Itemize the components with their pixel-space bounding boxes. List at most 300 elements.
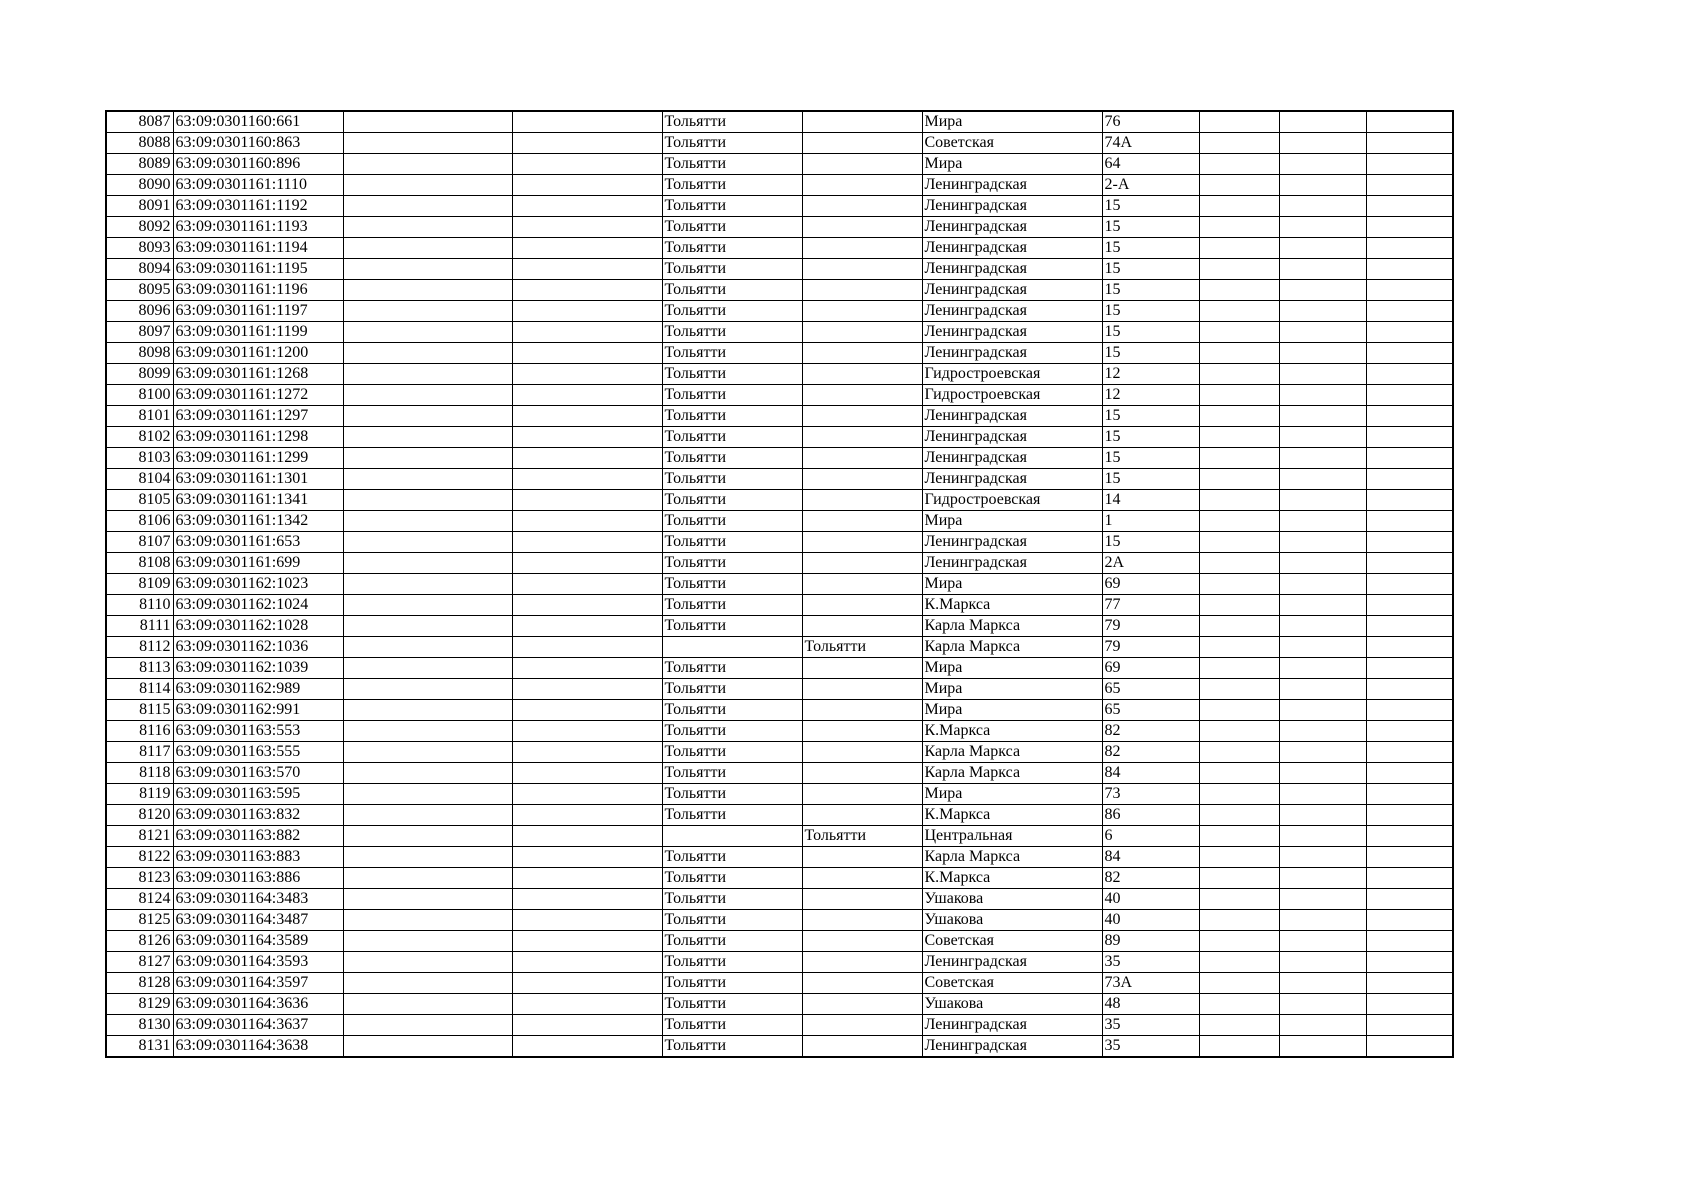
empty-cell bbox=[1366, 616, 1453, 637]
empty-cell bbox=[1279, 637, 1366, 658]
empty-cell bbox=[512, 553, 662, 574]
empty-cell bbox=[512, 532, 662, 553]
empty-cell bbox=[512, 301, 662, 322]
empty-cell bbox=[512, 469, 662, 490]
empty-cell bbox=[343, 406, 512, 427]
empty-cell bbox=[512, 637, 662, 658]
empty-cell bbox=[1279, 679, 1366, 700]
table-row bbox=[106, 532, 1453, 553]
city-cell: Тольятти bbox=[662, 238, 802, 259]
street-cell: Ленинградская bbox=[922, 406, 1102, 427]
street-cell: Ленинградская bbox=[922, 448, 1102, 469]
row-number-cell: 8109 bbox=[106, 574, 173, 595]
cadastral-number-cell: 63:09:0301164:3597 bbox=[173, 973, 343, 994]
house-number-cell: 82 bbox=[1102, 742, 1199, 763]
city-cell: Тольятти bbox=[662, 805, 802, 826]
house-number-cell: 15 bbox=[1102, 406, 1199, 427]
street-cell: Ушакова bbox=[922, 889, 1102, 910]
cadastral-number-cell: 63:09:0301163:832 bbox=[173, 805, 343, 826]
row-number-cell: 8122 bbox=[106, 847, 173, 868]
empty-cell bbox=[1199, 1015, 1279, 1036]
empty-cell bbox=[1366, 469, 1453, 490]
empty-cell bbox=[1199, 364, 1279, 385]
empty-cell bbox=[1199, 343, 1279, 364]
empty-cell bbox=[1279, 805, 1366, 826]
settlement-cell bbox=[802, 385, 922, 406]
street-cell: Ленинградская bbox=[922, 469, 1102, 490]
empty-cell bbox=[1279, 658, 1366, 679]
row-number-cell: 8124 bbox=[106, 889, 173, 910]
row-number-cell: 8113 bbox=[106, 658, 173, 679]
empty-cell bbox=[1366, 889, 1453, 910]
house-number-cell: 15 bbox=[1102, 343, 1199, 364]
empty-cell bbox=[1279, 616, 1366, 637]
cadastral-number-cell: 63:09:0301161:1195 bbox=[173, 259, 343, 280]
empty-cell bbox=[1366, 1015, 1453, 1036]
empty-cell bbox=[512, 952, 662, 973]
empty-cell bbox=[1199, 280, 1279, 301]
city-cell: Тольятти bbox=[662, 553, 802, 574]
table-row bbox=[106, 217, 1453, 238]
house-number-cell: 79 bbox=[1102, 616, 1199, 637]
row-number-cell: 8111 bbox=[106, 616, 173, 637]
city-cell: Тольятти bbox=[662, 847, 802, 868]
street-cell: Карла Маркса bbox=[922, 763, 1102, 784]
empty-cell bbox=[1199, 448, 1279, 469]
house-number-cell: 82 bbox=[1102, 721, 1199, 742]
empty-cell bbox=[343, 217, 512, 238]
city-cell: Тольятти bbox=[662, 301, 802, 322]
settlement-cell bbox=[802, 301, 922, 322]
street-cell: Ленинградская bbox=[922, 427, 1102, 448]
settlement-cell bbox=[802, 679, 922, 700]
row-number-cell: 8117 bbox=[106, 742, 173, 763]
row-number-cell: 8100 bbox=[106, 385, 173, 406]
empty-cell bbox=[343, 658, 512, 679]
row-number-cell: 8115 bbox=[106, 700, 173, 721]
empty-cell bbox=[1366, 259, 1453, 280]
city-cell: Тольятти bbox=[662, 196, 802, 217]
empty-cell bbox=[1279, 133, 1366, 154]
settlement-cell bbox=[802, 595, 922, 616]
street-cell: Ленинградская bbox=[922, 280, 1102, 301]
house-number-cell: 82 bbox=[1102, 868, 1199, 889]
settlement-cell bbox=[802, 154, 922, 175]
street-cell: Гидростроевская bbox=[922, 364, 1102, 385]
empty-cell bbox=[1279, 469, 1366, 490]
cadastral-number-cell: 63:09:0301162:989 bbox=[173, 679, 343, 700]
row-number-cell: 8130 bbox=[106, 1015, 173, 1036]
cadastral-number-cell: 63:09:0301162:1024 bbox=[173, 595, 343, 616]
city-cell: Тольятти bbox=[662, 469, 802, 490]
table-row bbox=[106, 385, 1453, 406]
house-number-cell: 77 bbox=[1102, 595, 1199, 616]
settlement-cell bbox=[802, 658, 922, 679]
empty-cell bbox=[343, 427, 512, 448]
empty-cell bbox=[1199, 427, 1279, 448]
table-row bbox=[106, 511, 1453, 532]
empty-cell bbox=[343, 679, 512, 700]
table-row bbox=[106, 973, 1453, 994]
city-cell: Тольятти bbox=[662, 574, 802, 595]
empty-cell bbox=[1199, 700, 1279, 721]
empty-cell bbox=[1366, 322, 1453, 343]
empty-cell bbox=[1279, 238, 1366, 259]
street-cell: К.Маркса bbox=[922, 868, 1102, 889]
empty-cell bbox=[512, 1036, 662, 1058]
empty-cell bbox=[1279, 553, 1366, 574]
street-cell: Карла Маркса bbox=[922, 742, 1102, 763]
city-cell: Тольятти bbox=[662, 595, 802, 616]
empty-cell bbox=[1366, 847, 1453, 868]
city-cell: Тольятти bbox=[662, 721, 802, 742]
empty-cell bbox=[343, 574, 512, 595]
empty-cell bbox=[512, 889, 662, 910]
empty-cell bbox=[343, 280, 512, 301]
cadastral-number-cell: 63:09:0301161:699 bbox=[173, 553, 343, 574]
cadastral-number-cell: 63:09:0301163:883 bbox=[173, 847, 343, 868]
house-number-cell: 12 bbox=[1102, 385, 1199, 406]
empty-cell bbox=[512, 238, 662, 259]
empty-cell bbox=[1279, 931, 1366, 952]
empty-cell bbox=[1366, 427, 1453, 448]
empty-cell bbox=[343, 364, 512, 385]
cadastral-number-cell: 63:09:0301163:570 bbox=[173, 763, 343, 784]
settlement-cell bbox=[802, 784, 922, 805]
empty-cell bbox=[343, 784, 512, 805]
empty-cell bbox=[1279, 448, 1366, 469]
empty-cell bbox=[343, 490, 512, 511]
empty-cell bbox=[343, 175, 512, 196]
empty-cell bbox=[1279, 259, 1366, 280]
house-number-cell: 15 bbox=[1102, 301, 1199, 322]
empty-cell bbox=[1366, 931, 1453, 952]
row-number-cell: 8104 bbox=[106, 469, 173, 490]
table-row bbox=[106, 111, 1453, 133]
house-number-cell: 15 bbox=[1102, 322, 1199, 343]
street-cell: К.Маркса bbox=[922, 805, 1102, 826]
table-row bbox=[106, 952, 1453, 973]
empty-cell bbox=[343, 196, 512, 217]
empty-cell bbox=[343, 700, 512, 721]
house-number-cell: 86 bbox=[1102, 805, 1199, 826]
settlement-cell bbox=[802, 448, 922, 469]
settlement-cell bbox=[802, 322, 922, 343]
row-number-cell: 8121 bbox=[106, 826, 173, 847]
empty-cell bbox=[1366, 490, 1453, 511]
empty-cell bbox=[1366, 175, 1453, 196]
empty-cell bbox=[343, 448, 512, 469]
table-row bbox=[106, 427, 1453, 448]
house-number-cell: 14 bbox=[1102, 490, 1199, 511]
cadastral-number-cell: 63:09:0301164:3636 bbox=[173, 994, 343, 1015]
cadastral-number-cell: 63:09:0301160:896 bbox=[173, 154, 343, 175]
row-number-cell: 8098 bbox=[106, 343, 173, 364]
empty-cell bbox=[1279, 595, 1366, 616]
cadastral-number-cell: 63:09:0301163:553 bbox=[173, 721, 343, 742]
registry-table bbox=[105, 110, 1454, 1058]
table-row bbox=[106, 574, 1453, 595]
empty-cell bbox=[1279, 847, 1366, 868]
empty-cell bbox=[1199, 196, 1279, 217]
empty-cell bbox=[1199, 238, 1279, 259]
empty-cell bbox=[1199, 742, 1279, 763]
settlement-cell bbox=[802, 952, 922, 973]
empty-cell bbox=[512, 721, 662, 742]
house-number-cell: 12 bbox=[1102, 364, 1199, 385]
table-row bbox=[106, 847, 1453, 868]
house-number-cell: 40 bbox=[1102, 910, 1199, 931]
cadastral-number-cell: 63:09:0301162:991 bbox=[173, 700, 343, 721]
table-row bbox=[106, 553, 1453, 574]
empty-cell bbox=[1279, 217, 1366, 238]
empty-cell bbox=[512, 805, 662, 826]
empty-cell bbox=[343, 616, 512, 637]
cadastral-number-cell: 63:09:0301164:3637 bbox=[173, 1015, 343, 1036]
empty-cell bbox=[1279, 1015, 1366, 1036]
empty-cell bbox=[1279, 952, 1366, 973]
empty-cell bbox=[343, 133, 512, 154]
cadastral-number-cell: 63:09:0301163:882 bbox=[173, 826, 343, 847]
settlement-cell bbox=[802, 553, 922, 574]
empty-cell bbox=[1199, 385, 1279, 406]
settlement-cell bbox=[802, 616, 922, 637]
empty-cell bbox=[343, 1015, 512, 1036]
empty-cell bbox=[343, 532, 512, 553]
table-row bbox=[106, 826, 1453, 847]
cadastral-number-cell: 63:09:0301164:3638 bbox=[173, 1036, 343, 1058]
empty-cell bbox=[1366, 1036, 1453, 1058]
settlement-cell bbox=[802, 175, 922, 196]
row-number-cell: 8120 bbox=[106, 805, 173, 826]
empty-cell bbox=[1199, 322, 1279, 343]
empty-cell bbox=[343, 1036, 512, 1058]
empty-cell bbox=[1279, 826, 1366, 847]
street-cell: Мира bbox=[922, 574, 1102, 595]
empty-cell bbox=[1366, 133, 1453, 154]
settlement-cell bbox=[802, 532, 922, 553]
empty-cell bbox=[1366, 280, 1453, 301]
empty-cell bbox=[343, 238, 512, 259]
row-number-cell: 8105 bbox=[106, 490, 173, 511]
empty-cell bbox=[512, 931, 662, 952]
empty-cell bbox=[512, 847, 662, 868]
street-cell: Мира bbox=[922, 700, 1102, 721]
empty-cell bbox=[343, 994, 512, 1015]
table-row bbox=[106, 175, 1453, 196]
settlement-cell bbox=[802, 742, 922, 763]
city-cell: Тольятти bbox=[662, 385, 802, 406]
empty-cell bbox=[1199, 469, 1279, 490]
table-row bbox=[106, 448, 1453, 469]
city-cell: Тольятти bbox=[662, 742, 802, 763]
empty-cell bbox=[512, 406, 662, 427]
empty-cell bbox=[1279, 721, 1366, 742]
settlement-cell bbox=[802, 700, 922, 721]
empty-cell bbox=[1199, 511, 1279, 532]
settlement-cell bbox=[802, 259, 922, 280]
empty-cell bbox=[1199, 553, 1279, 574]
settlement-cell bbox=[802, 973, 922, 994]
house-number-cell: 15 bbox=[1102, 469, 1199, 490]
row-number-cell: 8118 bbox=[106, 763, 173, 784]
cadastral-number-cell: 63:09:0301161:1110 bbox=[173, 175, 343, 196]
street-cell: Ленинградская bbox=[922, 175, 1102, 196]
table-row bbox=[106, 301, 1453, 322]
street-cell: Ушакова bbox=[922, 994, 1102, 1015]
empty-cell bbox=[1279, 868, 1366, 889]
settlement-cell bbox=[802, 868, 922, 889]
settlement-cell bbox=[802, 238, 922, 259]
empty-cell bbox=[512, 763, 662, 784]
empty-cell bbox=[1366, 742, 1453, 763]
empty-cell bbox=[343, 973, 512, 994]
row-number-cell: 8099 bbox=[106, 364, 173, 385]
row-number-cell: 8114 bbox=[106, 679, 173, 700]
row-number-cell: 8102 bbox=[106, 427, 173, 448]
empty-cell bbox=[1279, 427, 1366, 448]
empty-cell bbox=[512, 595, 662, 616]
empty-cell bbox=[343, 259, 512, 280]
settlement-cell bbox=[802, 217, 922, 238]
table-row bbox=[106, 994, 1453, 1015]
empty-cell bbox=[1199, 616, 1279, 637]
cadastral-number-cell: 63:09:0301161:1268 bbox=[173, 364, 343, 385]
row-number-cell: 8103 bbox=[106, 448, 173, 469]
empty-cell bbox=[512, 196, 662, 217]
settlement-cell bbox=[802, 805, 922, 826]
empty-cell bbox=[1279, 364, 1366, 385]
empty-cell bbox=[512, 1015, 662, 1036]
street-cell: Ленинградская bbox=[922, 196, 1102, 217]
empty-cell bbox=[512, 784, 662, 805]
empty-cell bbox=[343, 385, 512, 406]
empty-cell bbox=[1366, 111, 1453, 133]
city-cell: Тольятти bbox=[662, 679, 802, 700]
empty-cell bbox=[1199, 826, 1279, 847]
row-number-cell: 8119 bbox=[106, 784, 173, 805]
row-number-cell: 8131 bbox=[106, 1036, 173, 1058]
house-number-cell: 15 bbox=[1102, 280, 1199, 301]
settlement-cell bbox=[802, 133, 922, 154]
cadastral-number-cell: 63:09:0301161:1272 bbox=[173, 385, 343, 406]
empty-cell bbox=[1199, 217, 1279, 238]
city-cell bbox=[662, 637, 802, 658]
street-cell: К.Маркса bbox=[922, 595, 1102, 616]
house-number-cell: 15 bbox=[1102, 532, 1199, 553]
empty-cell bbox=[1366, 994, 1453, 1015]
empty-cell bbox=[512, 826, 662, 847]
empty-cell bbox=[1279, 1036, 1366, 1058]
house-number-cell: 2А bbox=[1102, 553, 1199, 574]
city-cell: Тольятти bbox=[662, 700, 802, 721]
table-row bbox=[106, 910, 1453, 931]
city-cell: Тольятти bbox=[662, 784, 802, 805]
empty-cell bbox=[512, 448, 662, 469]
empty-cell bbox=[343, 553, 512, 574]
empty-cell bbox=[1199, 532, 1279, 553]
city-cell: Тольятти bbox=[662, 973, 802, 994]
table-row bbox=[106, 469, 1453, 490]
empty-cell bbox=[1279, 889, 1366, 910]
cadastral-number-cell: 63:09:0301161:1301 bbox=[173, 469, 343, 490]
city-cell: Тольятти bbox=[662, 1036, 802, 1058]
cadastral-number-cell: 63:09:0301161:1192 bbox=[173, 196, 343, 217]
empty-cell bbox=[1199, 637, 1279, 658]
cadastral-number-cell: 63:09:0301162:1028 bbox=[173, 616, 343, 637]
street-cell: Ленинградская bbox=[922, 301, 1102, 322]
city-cell bbox=[662, 826, 802, 847]
empty-cell bbox=[1279, 574, 1366, 595]
empty-cell bbox=[1199, 490, 1279, 511]
empty-cell bbox=[1279, 994, 1366, 1015]
empty-cell bbox=[343, 910, 512, 931]
cadastral-number-cell: 63:09:0301163:595 bbox=[173, 784, 343, 805]
city-cell: Тольятти bbox=[662, 111, 802, 133]
cadastral-number-cell: 63:09:0301161:1200 bbox=[173, 343, 343, 364]
street-cell: Советская bbox=[922, 973, 1102, 994]
cadastral-number-cell: 63:09:0301163:555 bbox=[173, 742, 343, 763]
street-cell: Ленинградская bbox=[922, 238, 1102, 259]
house-number-cell: 69 bbox=[1102, 658, 1199, 679]
table-row bbox=[106, 1036, 1453, 1058]
empty-cell bbox=[1199, 931, 1279, 952]
table-row bbox=[106, 637, 1453, 658]
empty-cell bbox=[1279, 111, 1366, 133]
street-cell: Ленинградская bbox=[922, 343, 1102, 364]
empty-cell bbox=[343, 952, 512, 973]
empty-cell bbox=[1199, 574, 1279, 595]
house-number-cell: 15 bbox=[1102, 238, 1199, 259]
street-cell: Мира bbox=[922, 679, 1102, 700]
empty-cell bbox=[343, 826, 512, 847]
empty-cell bbox=[1199, 763, 1279, 784]
cadastral-number-cell: 63:09:0301160:661 bbox=[173, 111, 343, 133]
cadastral-number-cell: 63:09:0301161:1193 bbox=[173, 217, 343, 238]
empty-cell bbox=[1279, 973, 1366, 994]
table-row bbox=[106, 679, 1453, 700]
empty-cell bbox=[1199, 868, 1279, 889]
row-number-cell: 8108 bbox=[106, 553, 173, 574]
row-number-cell: 8088 bbox=[106, 133, 173, 154]
table-row bbox=[106, 784, 1453, 805]
house-number-cell: 79 bbox=[1102, 637, 1199, 658]
empty-cell bbox=[512, 910, 662, 931]
empty-cell bbox=[512, 574, 662, 595]
row-number-cell: 8123 bbox=[106, 868, 173, 889]
empty-cell bbox=[1199, 847, 1279, 868]
empty-cell bbox=[1366, 910, 1453, 931]
table-row bbox=[106, 343, 1453, 364]
empty-cell bbox=[1199, 952, 1279, 973]
house-number-cell: 89 bbox=[1102, 931, 1199, 952]
house-number-cell: 1 bbox=[1102, 511, 1199, 532]
city-cell: Тольятти bbox=[662, 490, 802, 511]
empty-cell bbox=[343, 343, 512, 364]
settlement-cell bbox=[802, 931, 922, 952]
empty-cell bbox=[1279, 301, 1366, 322]
house-number-cell: 73 bbox=[1102, 784, 1199, 805]
empty-cell bbox=[512, 994, 662, 1015]
empty-cell bbox=[1199, 111, 1279, 133]
house-number-cell: 15 bbox=[1102, 427, 1199, 448]
settlement-cell bbox=[802, 364, 922, 385]
city-cell: Тольятти bbox=[662, 658, 802, 679]
house-number-cell: 48 bbox=[1102, 994, 1199, 1015]
empty-cell bbox=[343, 301, 512, 322]
empty-cell bbox=[1366, 343, 1453, 364]
street-cell: Ленинградская bbox=[922, 1015, 1102, 1036]
